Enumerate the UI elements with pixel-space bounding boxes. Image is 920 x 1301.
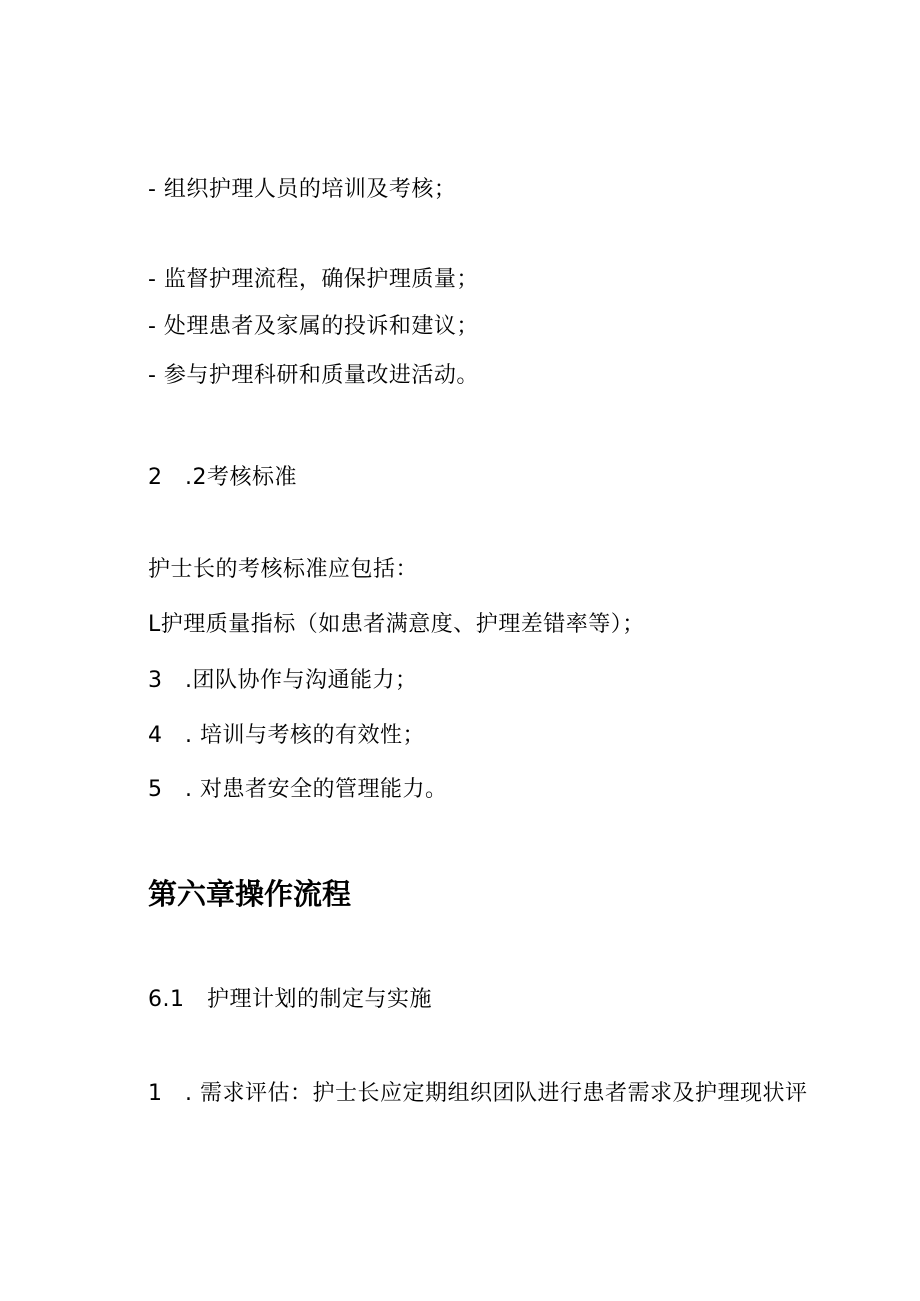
paragraph: 护士长的考核标准应包括：: [148, 557, 419, 582]
list-item: 4 . 培训与考核的有效性；: [148, 723, 425, 748]
chapter-title: 第六章操作流程: [148, 877, 352, 911]
duty-item: - 组织护理人员的培训及考核；: [148, 177, 457, 202]
section-heading: 2 .2考核标准: [148, 465, 297, 490]
duty-item: - 参与护理科研和质量改进活动。: [148, 363, 479, 388]
list-item: 1 . 需求评估：护士长应定期组织团队进行患者需求及护理现状评: [148, 1081, 808, 1106]
list-item: 3 .团队协作与沟通能力；: [148, 668, 418, 693]
duty-item: - 监督护理流程，确保护理质量；: [148, 267, 479, 292]
list-item: 5 . 对患者安全的管理能力。: [148, 777, 448, 802]
list-item: L护理质量指标（如患者满意度、护理差错率等）；: [148, 612, 645, 637]
duty-item: - 处理患者及家属的投诉和建议；: [148, 314, 479, 339]
section-heading: 6.1 护理计划的制定与实施: [148, 987, 432, 1012]
